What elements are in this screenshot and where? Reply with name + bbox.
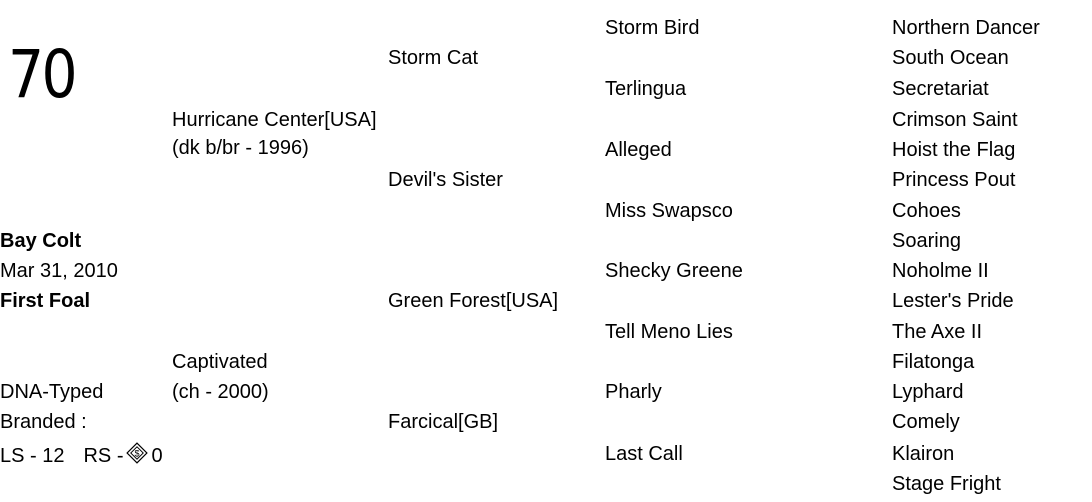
- gggp-10: Lester's Pride: [892, 290, 1014, 312]
- ggp-1: Storm Bird: [605, 17, 700, 39]
- gggp-14: Comely: [892, 411, 960, 433]
- hip-number: 70: [8, 36, 76, 113]
- gggp-5: Hoist the Flag: [892, 139, 1016, 161]
- dollar-diamond-icon: [126, 442, 148, 470]
- ls-value: LS - 12: [0, 445, 65, 467]
- foaled-date: Mar 31, 2010: [0, 260, 118, 282]
- ggp-3: Alleged: [605, 139, 672, 161]
- sex-color: Bay Colt: [0, 230, 82, 252]
- ggp-7: Pharly: [605, 381, 662, 403]
- gggp-13: Lyphard: [892, 381, 964, 403]
- gggp-2: South Ocean: [892, 47, 1009, 69]
- dam-name: Captivated: [172, 351, 268, 373]
- ggp-4: Miss Swapsco: [605, 200, 733, 222]
- dna-typed: DNA-Typed: [0, 381, 104, 403]
- gggp-8: Soaring: [892, 230, 961, 252]
- dam-dam-name: Farcical[GB]: [388, 411, 499, 433]
- gggp-9: Noholme II: [892, 260, 989, 282]
- ggp-5: Shecky Greene: [605, 260, 743, 282]
- gggp-3: Secretariat: [892, 78, 989, 100]
- sire-details: (dk b/br - 1996): [172, 137, 309, 159]
- dam-sire-name: Green Forest[USA]: [388, 290, 559, 312]
- gggp-4: Crimson Saint: [892, 109, 1018, 131]
- gggp-16: Stage Fright: [892, 473, 1001, 495]
- sire-name: Hurricane Center[USA]: [172, 109, 377, 131]
- svg-text:$: $: [134, 448, 140, 459]
- ggp-6: Tell Meno Lies: [605, 321, 733, 343]
- sire-sire-name: Storm Cat: [388, 47, 479, 69]
- gggp-12: Filatonga: [892, 351, 975, 373]
- ls-rs-row: [0, 442, 163, 470]
- ggp-2: Terlingua: [605, 78, 687, 100]
- gggp-7: Cohoes: [892, 200, 961, 222]
- branded-label: Branded :: [0, 411, 87, 433]
- sire-dam-name: Devil's Sister: [388, 169, 503, 191]
- foal-note: First Foal: [0, 290, 91, 312]
- gggp-1: Northern Dancer: [892, 17, 1040, 39]
- gggp-6: Princess Pout: [892, 169, 1016, 191]
- gggp-15: Klairon: [892, 443, 955, 465]
- rs-value: 0: [151, 445, 163, 467]
- gggp-11: The Axe II: [892, 321, 983, 343]
- ggp-8: Last Call: [605, 443, 683, 465]
- dam-details: (ch - 2000): [172, 381, 269, 403]
- rs-prefix: RS -: [83, 445, 124, 467]
